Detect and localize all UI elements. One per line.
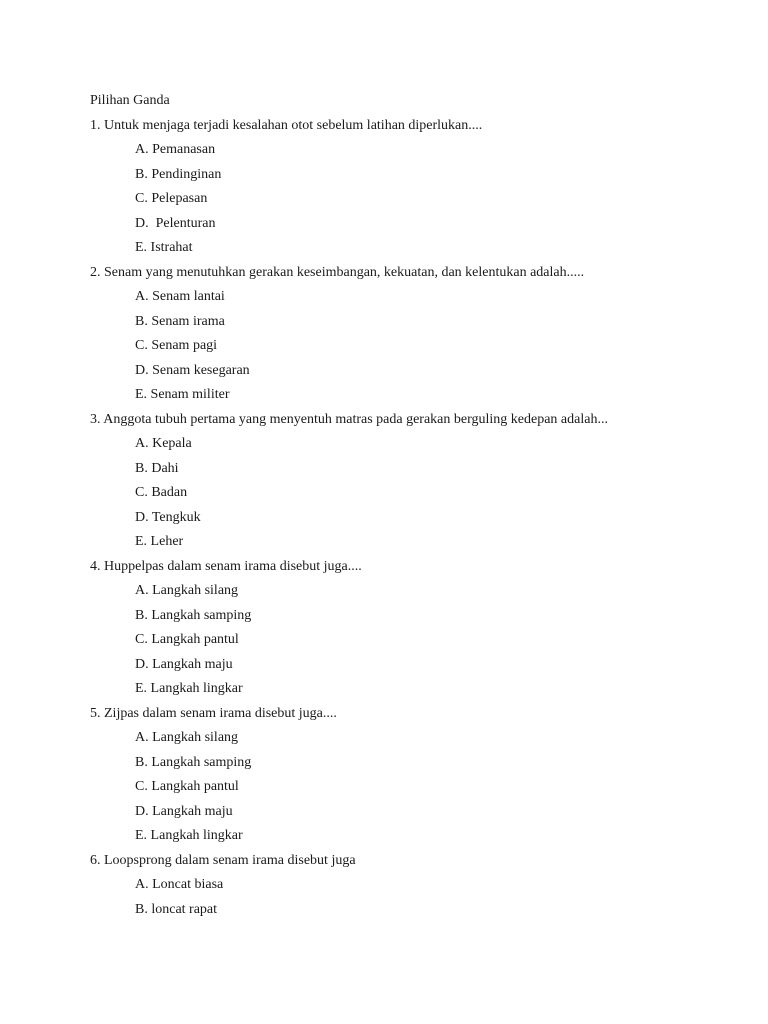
- question-3-option-b: B. Dahi: [135, 460, 179, 476]
- question-2-option-e: E. Senam militer: [135, 387, 230, 402]
- question-2-option-c: C. Senam pagi: [135, 338, 218, 353]
- question-3-option-a: A. Kepala: [135, 436, 192, 451]
- question-3-option-e: E. Leher: [135, 534, 184, 549]
- question-1-option-e: E. Istrahat: [135, 240, 193, 255]
- question-1-option-c: C. Pelepasan: [135, 191, 208, 206]
- question-1-option-d: D. Pelenturan: [135, 215, 216, 231]
- section-title: Pilihan Ganda: [90, 93, 170, 108]
- question-5-text: 5. Zijpas dalam senam irama disebut juga....: [90, 705, 337, 721]
- question-3-text: 3. Anggota tubuh pertama yang menyentuh matras pada gerakan berguling kedepan adalah...: [90, 411, 608, 427]
- question-4-option-c: C. Langkah pantul: [135, 632, 239, 647]
- question-6-option-a: A. Loncat biasa: [135, 877, 224, 892]
- question-6-text: 6. Loopsprong dalam senam irama disebut juga: [90, 852, 356, 868]
- question-2-option-d: D. Senam kesegaran: [135, 362, 250, 378]
- question-2-option-a: A. Senam lantai: [135, 289, 225, 304]
- question-2-option-b: B. Senam irama: [135, 313, 225, 329]
- question-1-option-a: A. Pemanasan: [135, 142, 216, 157]
- question-5-option-b: B. Langkah samping: [135, 754, 252, 770]
- question-2-text: 2. Senam yang menutuhkan gerakan keseimbangan, kekuatan, dan kelentukan adalah.....: [90, 264, 585, 280]
- question-4-option-d: D. Langkah maju: [135, 656, 233, 672]
- question-1-option-b: B. Pendinginan: [135, 166, 222, 182]
- question-5-option-c: C. Langkah pantul: [135, 779, 239, 794]
- question-5-option-d: D. Langkah maju: [135, 803, 233, 819]
- question-4-option-e: E. Langkah lingkar: [135, 681, 243, 696]
- question-1-text: 1. Untuk menjaga terjadi kesalahan otot sebelum latihan diperlukan....: [90, 117, 483, 133]
- question-3-option-d: D. Tengkuk: [135, 509, 201, 525]
- document-page: [90, 89, 730, 922]
- question-6-option-b: B. loncat rapat: [135, 901, 218, 917]
- question-4-option-a: A. Langkah silang: [135, 583, 239, 598]
- question-5-option-e: E. Langkah lingkar: [135, 828, 243, 843]
- question-4-option-b: B. Langkah samping: [135, 607, 252, 623]
- question-5-option-a: A. Langkah silang: [135, 730, 239, 745]
- question-4-text: 4. Huppelpas dalam senam irama disebut juga....: [90, 558, 362, 574]
- question-3-option-c: C. Badan: [135, 485, 188, 500]
